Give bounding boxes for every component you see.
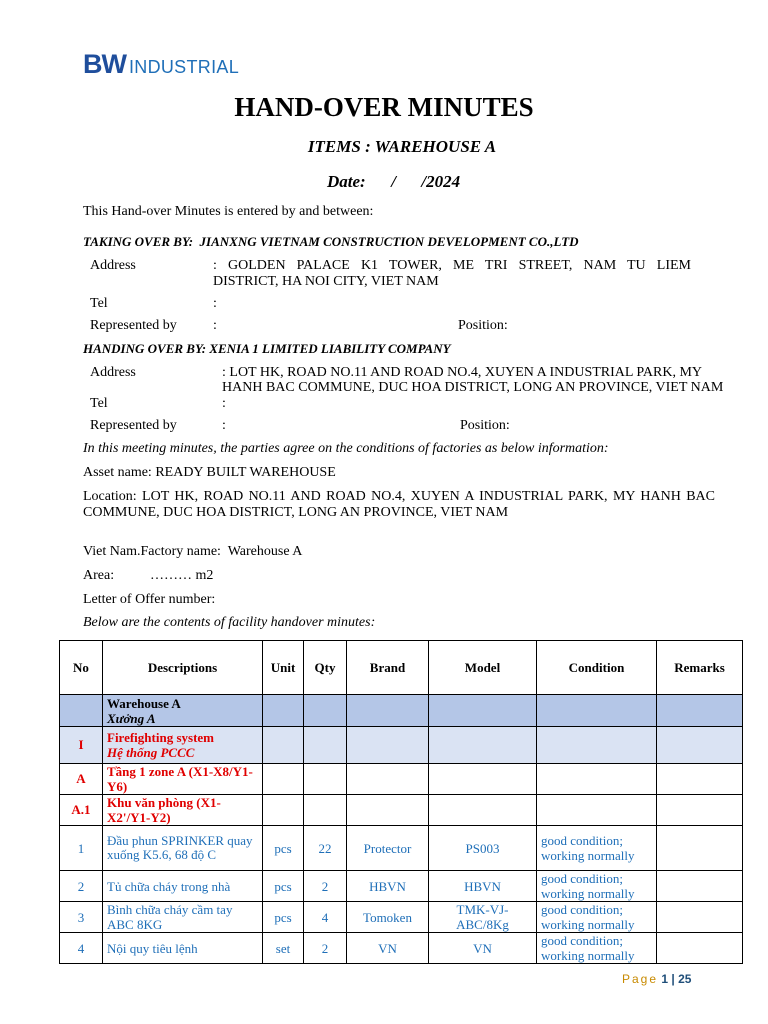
taking-over-position-label: Position: xyxy=(458,318,508,333)
row-condition: good condition; working normally xyxy=(537,933,657,964)
factory-name: Viet Nam.Factory name: Warehouse A xyxy=(83,544,303,559)
header-descriptions: Descriptions xyxy=(103,641,263,695)
row-qty: 22 xyxy=(304,826,347,871)
handing-over-address-label: Address xyxy=(90,365,136,380)
letter-of-offer: Letter of Offer number: xyxy=(83,592,216,607)
handing-over-tel-label: Tel xyxy=(90,396,108,411)
system-no: I xyxy=(60,727,103,764)
subzone-title: Khu văn phòng (X1-X2'/Y1-Y2) xyxy=(103,795,263,826)
header-no: No xyxy=(60,641,103,695)
row-condition: good condition; working normally xyxy=(537,871,657,902)
row-no: 3 xyxy=(60,902,103,933)
zone-no: A xyxy=(60,764,103,795)
row-unit: pcs xyxy=(263,902,304,933)
system-title-cell xyxy=(103,727,263,764)
system-title: Firefighting system xyxy=(107,730,214,745)
footer-page-number: 1 xyxy=(661,972,669,986)
row-unit: set xyxy=(263,933,304,964)
row-condition: good condition; working normally xyxy=(537,826,657,871)
header-unit: Unit xyxy=(263,641,304,695)
row-brand: HBVN xyxy=(347,871,429,902)
row-model: PS003 xyxy=(429,826,537,871)
taking-over-address-line2: DISTRICT, HA NOI CITY, VIET NAM xyxy=(213,274,439,289)
footer-page-word: Page xyxy=(622,972,659,986)
row-brand: VN xyxy=(347,933,429,964)
page-footer xyxy=(622,972,691,986)
row-qty: 2 xyxy=(304,933,347,964)
row-no: 2 xyxy=(60,871,103,902)
row-model: HBVN xyxy=(429,871,537,902)
handover-items-table xyxy=(59,640,743,964)
document-title: HAND-OVER MINUTES xyxy=(234,92,534,122)
intro-text: This Hand-over Minutes is entered by and between: xyxy=(83,204,374,219)
row-condition: good condition; working normally xyxy=(537,902,657,933)
header-brand: Brand xyxy=(347,641,429,695)
header-remarks: Remarks xyxy=(657,641,743,695)
meeting-note: In this meeting minutes, the parties agree on the conditions of factories as below information: xyxy=(83,441,609,456)
zone-row xyxy=(60,764,743,795)
location-line1: Location: LOT HK, ROAD NO.11 AND ROAD NO.4, XUYEN A INDUSTRIAL PARK, MY HANH BAC xyxy=(83,489,715,504)
footer-separator: | xyxy=(671,972,675,986)
header-condition: Condition xyxy=(537,641,657,695)
handing-over-rep-value: : xyxy=(222,418,226,433)
row-description: Nội quy tiêu lệnh xyxy=(103,933,263,964)
table-header-row xyxy=(60,641,743,695)
system-title-vn: Hệ thống PCCC xyxy=(107,745,195,760)
logo-industrial: INDUSTRIAL xyxy=(128,57,239,77)
row-description: Bình chữa cháy cầm tay ABC 8KG xyxy=(103,902,263,933)
area-label: Area: xyxy=(83,568,115,583)
handing-over-heading: HANDING OVER BY: XENIA 1 LIMITED LIABILITY COMPANY xyxy=(83,341,451,356)
group-title: Warehouse A xyxy=(107,695,181,711)
handing-over-address-line1: : LOT HK, ROAD NO.11 AND ROAD NO.4, XUYEN A INDUSTRIAL PARK, MY xyxy=(222,365,703,380)
subzone-row xyxy=(60,795,743,826)
table-row xyxy=(60,902,743,933)
group-title-vn: Xưởng A xyxy=(107,710,156,726)
row-unit: pcs xyxy=(263,826,304,871)
row-remarks xyxy=(657,933,743,964)
row-no: 1 xyxy=(60,826,103,871)
row-unit: pcs xyxy=(263,871,304,902)
row-model: TMK-VJ-ABC/8Kg xyxy=(429,902,537,933)
row-qty: 4 xyxy=(304,902,347,933)
taking-over-address-label: Address xyxy=(90,258,136,273)
document-subtitle: ITEMS : WAREHOUSE A xyxy=(307,137,497,156)
row-brand: Protector xyxy=(347,826,429,871)
row-qty: 2 xyxy=(304,871,347,902)
document-date: Date: / /2024 xyxy=(327,172,461,191)
row-brand: Tomoken xyxy=(347,902,429,933)
group-title-cell xyxy=(103,695,263,727)
taking-over-address-line1: : GOLDEN PALACE K1 TOWER, ME TRI STREET, NAM TU LIEM xyxy=(213,258,691,273)
zone-title: Tầng 1 zone A (X1-X8/Y1-Y6) xyxy=(103,764,263,795)
taking-over-heading: TAKING OVER BY: JIANXNG VIETNAM CONSTRUCTION DEVELOPMENT CO.,LTD xyxy=(83,234,579,249)
taking-over-rep-value: : xyxy=(213,318,217,333)
taking-over-rep-label: Represented by xyxy=(90,318,177,333)
header-qty: Qty xyxy=(304,641,347,695)
taking-over-tel-label: Tel xyxy=(90,296,108,311)
taking-over-tel-value: : xyxy=(213,296,217,311)
footer-total-pages: 25 xyxy=(678,972,692,986)
row-description: Đầu phun SPRINKER quay xuống K5.6, 68 độ C xyxy=(103,826,263,871)
contents-note: Below are the contents of facility handover minutes: xyxy=(83,615,376,630)
handing-over-position-label: Position: xyxy=(460,418,510,433)
handing-over-rep-label: Represented by xyxy=(90,418,177,433)
location-line2: COMMUNE, DUC HOA DISTRICT, LONG AN PROVINCE, VIET NAM xyxy=(83,505,509,520)
row-remarks xyxy=(657,871,743,902)
company-logo xyxy=(83,42,239,78)
row-model: VN xyxy=(429,933,537,964)
row-remarks xyxy=(657,826,743,871)
system-row xyxy=(60,727,743,764)
row-remarks xyxy=(657,902,743,933)
header-model: Model xyxy=(429,641,537,695)
table-row xyxy=(60,871,743,902)
handing-over-tel-value: : xyxy=(222,396,226,411)
logo-bw: BW xyxy=(83,49,126,79)
row-description: Tủ chữa cháy trong nhà xyxy=(103,871,263,902)
subzone-no: A.1 xyxy=(60,795,103,826)
row-no: 4 xyxy=(60,933,103,964)
group-row xyxy=(60,695,743,727)
table-row xyxy=(60,826,743,871)
asset-name: Asset name: READY BUILT WAREHOUSE xyxy=(83,465,336,480)
table-row xyxy=(60,933,743,964)
handing-over-address-line2: HANH BAC COMMUNE, DUC HOA DISTRICT, LONG AN PROVINCE, VIET NAM xyxy=(222,380,724,395)
area-value: ……… m2 xyxy=(150,568,214,583)
